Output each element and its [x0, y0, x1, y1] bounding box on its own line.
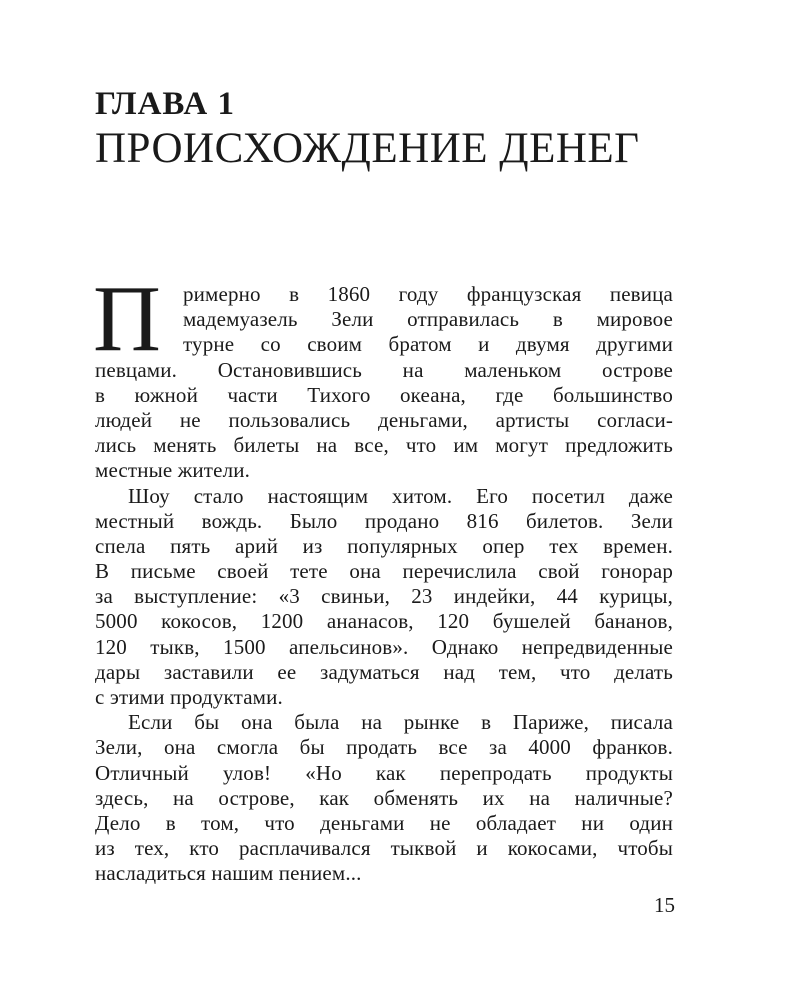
text-line: 5000 кокосов, 1200 ананасов, 120 бушелей бананов, [95, 609, 673, 634]
text-line: в южной части Тихого океана, где большинство [95, 382, 673, 407]
chapter-title: ПРОИСХОЖДЕНИЕ ДЕНЕГ [95, 125, 640, 172]
text-line: людей не пользовались деньгами, артисты согласи- [95, 407, 673, 432]
text-line: мадемуазель Зели отправилась в мировое [183, 307, 673, 332]
text-line: спела пять арий из популярных опер тех времен. [95, 533, 673, 558]
text-line: певцами. Остановившись на маленьком острове [95, 357, 673, 382]
text-line: лись менять билеты на все, что им могут предложить [95, 433, 673, 458]
paragraph-1 [95, 282, 673, 484]
body-text [93, 267, 673, 887]
paragraph-2 [95, 484, 673, 711]
text-line: Дело в том, что деньгами не обладает ни один [95, 810, 673, 835]
text-line: римерно в 1860 году французская певица [183, 282, 673, 306]
text-line: за выступление: «3 свиньи, 23 индейки, 44 курицы, [95, 584, 673, 609]
text-line: дары заставили ее задуматься над тем, что делать [95, 659, 673, 684]
text-line: здесь, на острове, как обменять их на наличные? [95, 785, 673, 810]
drop-cap: П [93, 267, 161, 371]
text-line: из тех, кто расплачивался тыквой и кокосами, чтобы [95, 836, 673, 861]
text-line: местный вождь. Было продано 816 билетов. Зели [95, 508, 673, 533]
text-line: с этими продуктами. [95, 685, 283, 709]
text-line: турне со своим братом и двумя другими [183, 332, 673, 357]
text-line: Шоу стало настоящим хитом. Его посетил даже [128, 483, 673, 508]
text-line: Зели, она смогла бы продать все за 4000 франков. [95, 735, 673, 760]
text-line: Отличный улов! «Но как перепродать продукты [95, 760, 673, 785]
text-line: В письме своей тете она перечислила свой гонорар [95, 559, 673, 584]
text-line: местные жители. [95, 458, 251, 483]
chapter-label: ГЛАВА 1 [95, 86, 235, 122]
text-line: Если бы она была на рынке в Париже, писала [128, 710, 673, 735]
text-line: насладиться нашим пением... [95, 861, 362, 886]
text-line: 120 тыкв, 1500 апельсинов». Однако непредвиденные [95, 634, 673, 659]
paragraph-3 [95, 710, 673, 886]
page-number: 15 [654, 893, 675, 917]
